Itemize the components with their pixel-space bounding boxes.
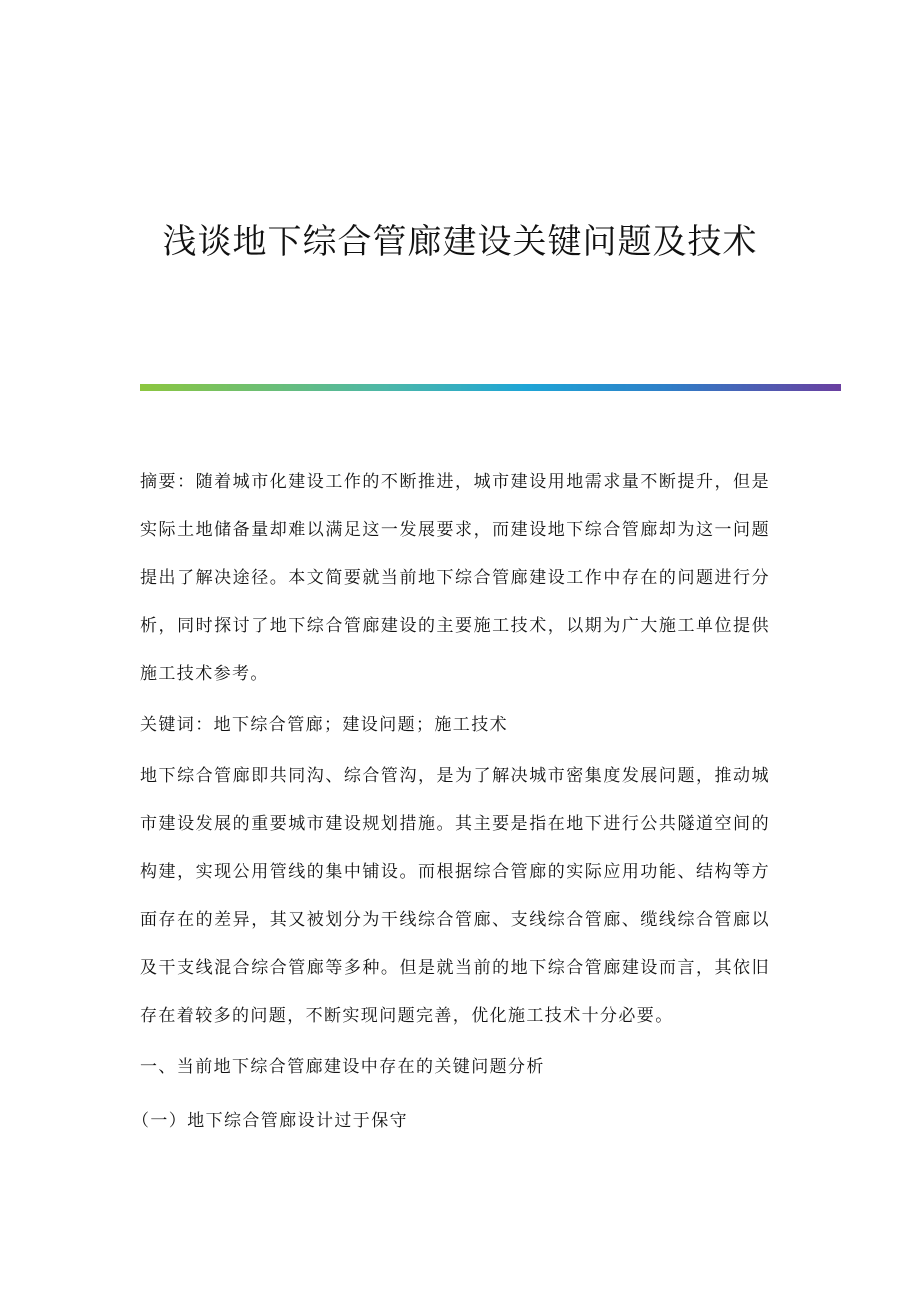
keywords-line: 关键词：地下综合管廊；建设问题；施工技术 — [140, 715, 508, 735]
abstract-paragraph: 摘要：随着城市化建设工作的不断推进，城市建设用地需求量不断提升，但是实际土地储备量却难以满足这一发展要求，而建设地下综合管廊却为这一问题提出了解决途径。本文简要就当前地下综合管廊建设工作中存在的问题进行分析，同时探讨了地下综合管廊建设的主要施工技术，以期为广大施工单位提供施工技术参考。 — [140, 472, 770, 684]
title-divider — [140, 384, 841, 391]
document-title: 浅谈地下综合管廊建设关键问题及技术 — [162, 222, 758, 262]
document-body — [132, 458, 770, 1145]
intro-paragraph: 地下综合管廊即共同沟、综合管沟，是为了解决城市密集度发展问题，推动城市建设发展的重要城市建设规划措施。其主要是指在地下进行公共隧道空间的构建，实现公用管线的集中铺设。而根据综合管廊的实际应用功能、结构等方面存在的差异，其又被划分为干线综合管廊、支线综合管廊、缆线综合管廊以及干支线混合综合管廊等多种。但是就当前的地下综合管廊建设而言，其依旧存在着较多的问题，不断实现问题完善，优化施工技术十分必要。 — [140, 766, 770, 1026]
subsection-heading: （一）地下综合管廊设计过于保守 — [132, 1111, 408, 1131]
section-heading: 一、当前地下综合管廊建设中存在的关键问题分析 — [140, 1057, 545, 1077]
